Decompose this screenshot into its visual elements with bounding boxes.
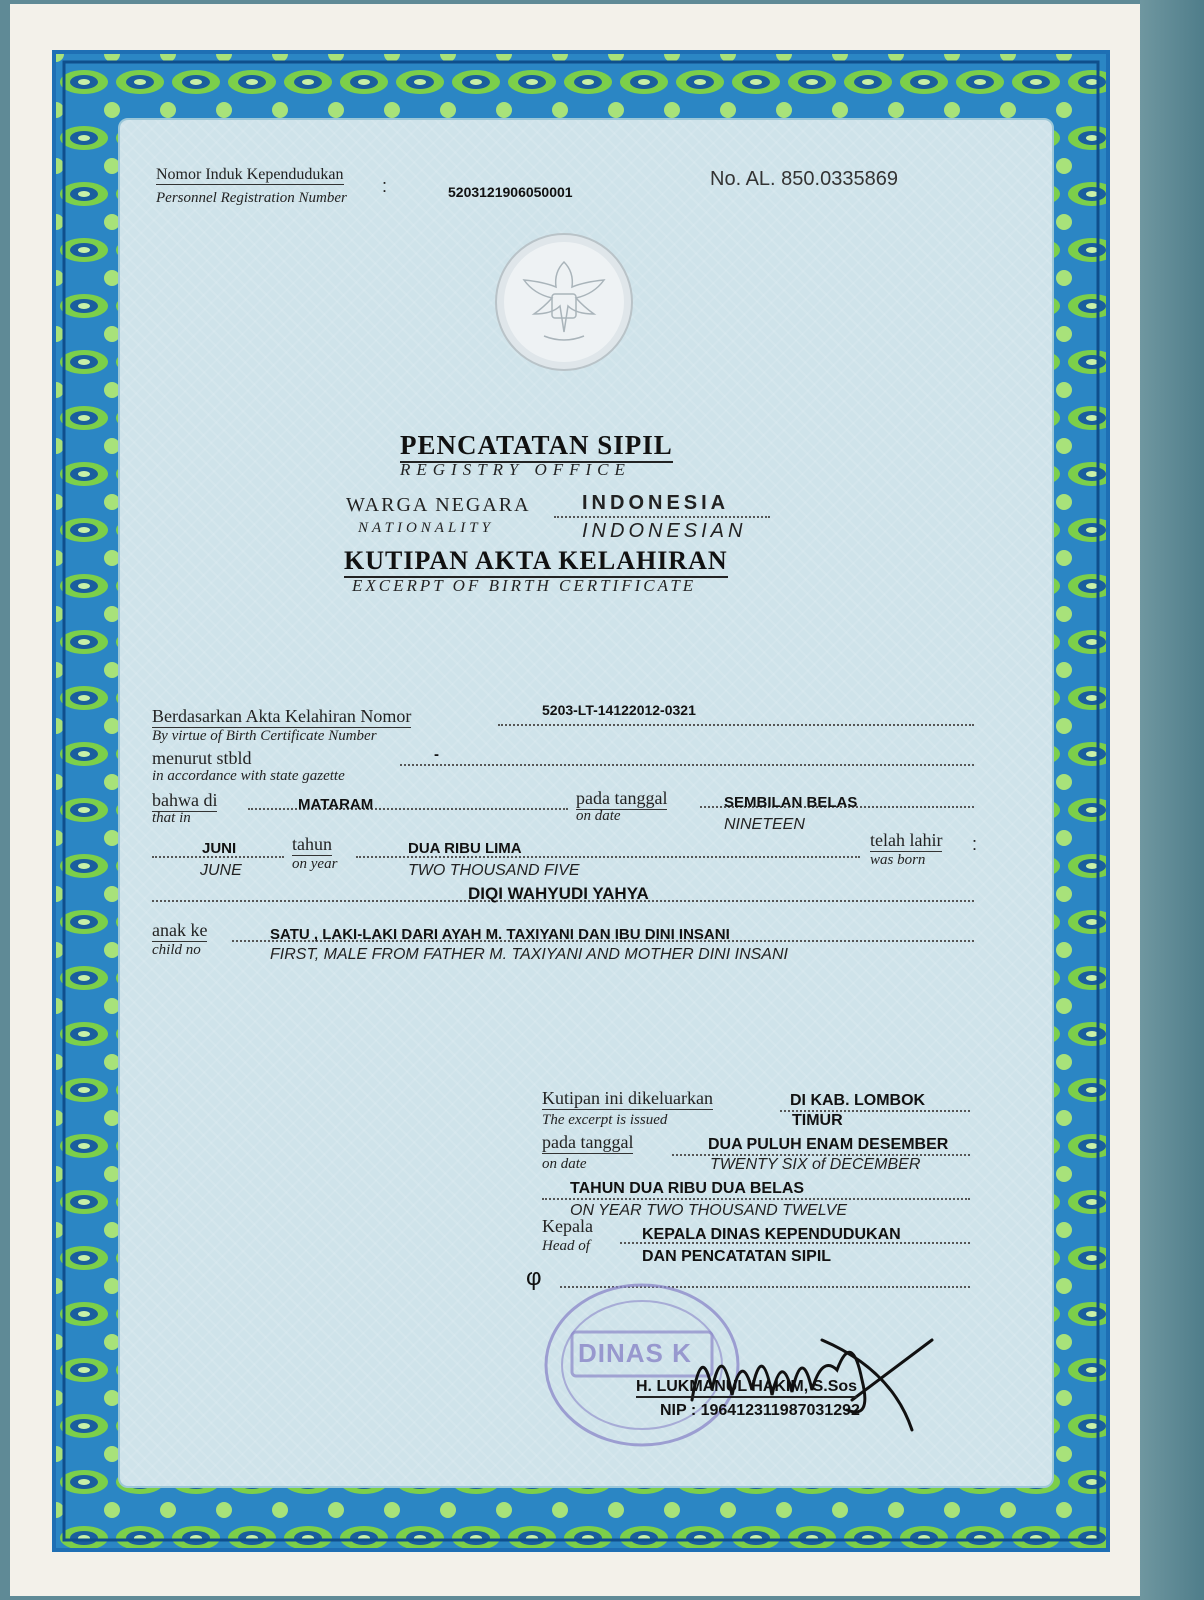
nik-colon: :: [382, 176, 388, 196]
head-label: Kepala: [542, 1216, 593, 1236]
issued-label-en: The excerpt is issued: [542, 1112, 668, 1128]
year-value: DUA RIBU LIMA: [408, 840, 522, 857]
child-value-en: FIRST, MALE FROM FATHER M. TAXIYANI AND MOTHER DINI INSANI: [270, 946, 788, 963]
handwritten-mark: φ: [526, 1264, 542, 1291]
stbld-dots: [400, 764, 974, 766]
issued-place-2: TIMUR: [792, 1112, 843, 1129]
office-title: PENCATATAN SIPIL: [400, 430, 673, 463]
issue-date-label: pada tanggal: [542, 1132, 634, 1152]
folder-edge: [1140, 0, 1204, 1600]
place-label-en: that in: [152, 810, 191, 826]
act-label: Berdasarkan Akta Kelahiran Nomor: [152, 706, 412, 726]
act-label-en: By virtue of Birth Certificate Number: [152, 728, 377, 744]
head-value-1: KEPALA DINAS KEPENDUDUKAN: [642, 1226, 901, 1243]
nationality-value: INDONESIA: [582, 492, 730, 514]
birth-date-label-en: on date: [576, 808, 621, 824]
child-label-en: child no: [152, 942, 201, 958]
stbld-value: -: [434, 746, 439, 763]
child-label: anak ke: [152, 920, 208, 940]
place-dots: [248, 808, 568, 810]
day-value-en: NINETEEN: [724, 816, 805, 833]
certificate-paper: [118, 118, 1054, 1488]
month-value: JUNI: [202, 840, 237, 857]
document-title-en: EXCERPT OF BIRTH CERTIFICATE: [352, 576, 697, 595]
year-value-en: TWO THOUSAND FIVE: [408, 862, 580, 879]
place-value: MATARAM: [298, 796, 374, 813]
nik-label-en: Personnel Registration Number: [156, 190, 347, 206]
nationality-dots: [554, 516, 770, 518]
nationality-value-en: INDONESIAN: [582, 520, 747, 542]
signer-name: H. LUKMANUL HAKIM, S.Sos: [636, 1378, 857, 1398]
issue-date-value-en: TWENTY SIX of DECEMBER: [710, 1156, 921, 1173]
issued-label: Kutipan ini dikeluarkan: [542, 1088, 713, 1108]
issued-place-1: DI KAB. LOMBOK: [790, 1092, 926, 1109]
issue-year-value-en: ON YEAR TWO THOUSAND TWELVE: [570, 1202, 848, 1219]
act-dots: [498, 724, 974, 726]
issue-date-label-en: on date: [542, 1156, 587, 1172]
birth-date-label: pada tanggal: [576, 788, 668, 808]
nik-value: 5203121906050001: [448, 184, 573, 200]
signer-nip: NIP : 196412311987031292: [660, 1402, 860, 1419]
place-label: bahwa di: [152, 790, 218, 810]
garuda-emblem-icon: [494, 232, 634, 372]
document-title: KUTIPAN AKTA KELAHIRAN: [344, 546, 728, 578]
nationality-label: WARGA NEGARA: [346, 494, 531, 516]
born-label: telah lahir: [870, 830, 943, 850]
stbld-label: menurut stbld: [152, 748, 252, 768]
year-label: tahun: [292, 834, 332, 854]
office-title-en: REGISTRY OFFICE: [400, 460, 631, 479]
head-value-2: DAN PENCATATAN SIPIL: [642, 1248, 832, 1265]
head-label-en: Head of: [542, 1238, 590, 1254]
born-label-en: was born: [870, 852, 926, 868]
nationality-label-en: NATIONALITY: [358, 520, 494, 536]
day-value: SEMBILAN BELAS: [724, 794, 858, 811]
act-value: 5203-LT-14122012-0321: [542, 702, 696, 718]
child-name: DIQI WAHYUDI YAHYA: [468, 884, 649, 903]
issue-year-value: TAHUN DUA RIBU DUA BELAS: [570, 1180, 805, 1197]
stbld-label-en: in accordance with state gazette: [152, 768, 345, 784]
nik-label: Nomor Induk Kependudukan: [156, 166, 344, 183]
child-value: SATU , LAKI-LAKI DARI AYAH M. TAXIYANI DAN IBU DINI INSANI: [270, 926, 730, 943]
stamp-text: DINAS K: [578, 1338, 692, 1368]
year-label-en: on year: [292, 856, 338, 872]
born-colon: :: [972, 834, 978, 854]
issue-year-dots: [542, 1198, 970, 1200]
month-value-en: JUNE: [200, 862, 242, 879]
serial-number: No. AL. 850.0335869: [710, 168, 898, 190]
issue-date-value: DUA PULUH ENAM DESEMBER: [708, 1136, 949, 1153]
